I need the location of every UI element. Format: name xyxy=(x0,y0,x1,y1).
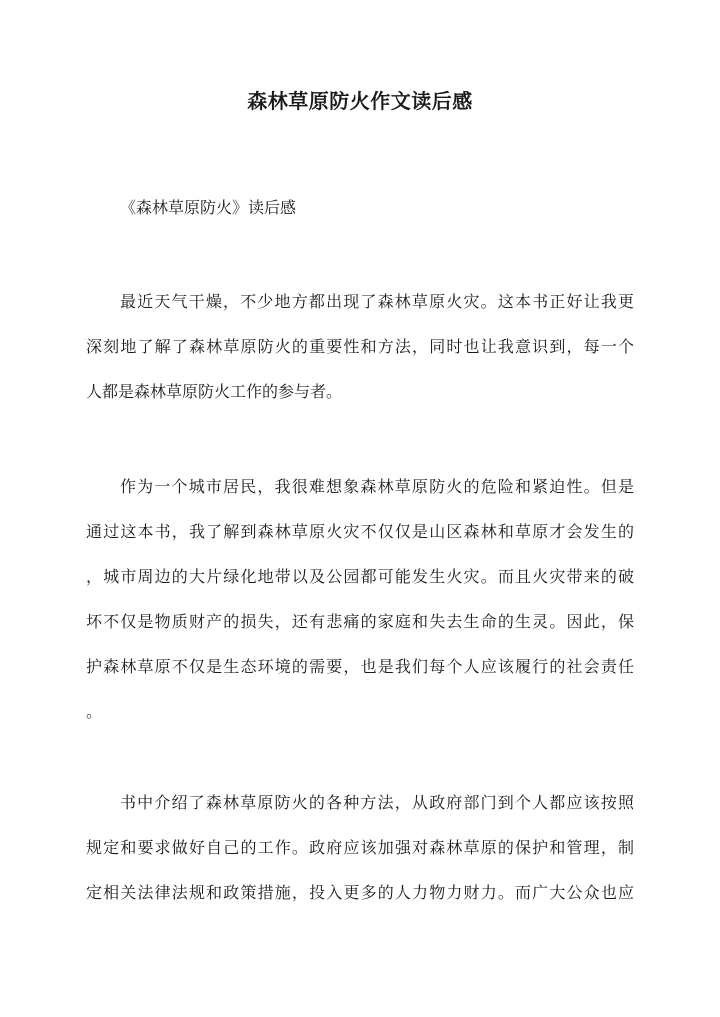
paragraph-line: 坏不仅是物质财产的损失，还有悲痛的家庭和失去生命的生灵。因此，保 xyxy=(86,612,634,631)
paragraph-line: ，城市周边的大片绿化地带以及公园都可能发生火灾。而且火灾带来的破 xyxy=(86,567,634,586)
paragraph-3 xyxy=(86,791,634,905)
paragraph-line: 最近天气干燥，不少地方都出现了森林草原火灾。这本书正好让我更 xyxy=(120,292,634,311)
paragraph-line: 作为一个城市居民，我很难想象森林草原防火的危险和紧迫性。但是 xyxy=(120,477,634,496)
paragraph-line: 深刻地了解了森林草原防火的重要性和方法，同时也让我意识到，每一个 xyxy=(86,337,634,356)
paragraph-line: 通过这本书，我了解到森林草原火灾不仅仅是山区森林和草原才会发生的 xyxy=(86,522,634,541)
paragraph-line: 护森林草原不仅是生态环境的需要，也是我们每个人应该履行的社会责任 xyxy=(86,657,634,676)
paragraph-line: 规定和要求做好自己的工作。政府应该加强对森林草原的保护和管理，制 xyxy=(86,838,634,857)
paragraph-line: 定相关法律法规和政策措施，投入更多的人力物力财力。而广大公众也应 xyxy=(86,883,634,902)
paragraph-line: 书中介绍了森林草原防火的各种方法，从政府部门到个人都应该按照 xyxy=(120,793,634,812)
document-title: 森林草原防火作文读后感 xyxy=(247,89,473,113)
paragraph-line: 。 xyxy=(86,702,103,721)
paragraph-2 xyxy=(86,475,634,724)
document-subtitle: 《森林草原防火》读后感 xyxy=(120,198,297,217)
paragraph-line: 人都是森林草原防火工作的参与者。 xyxy=(86,382,343,401)
paragraph-1 xyxy=(86,290,634,404)
